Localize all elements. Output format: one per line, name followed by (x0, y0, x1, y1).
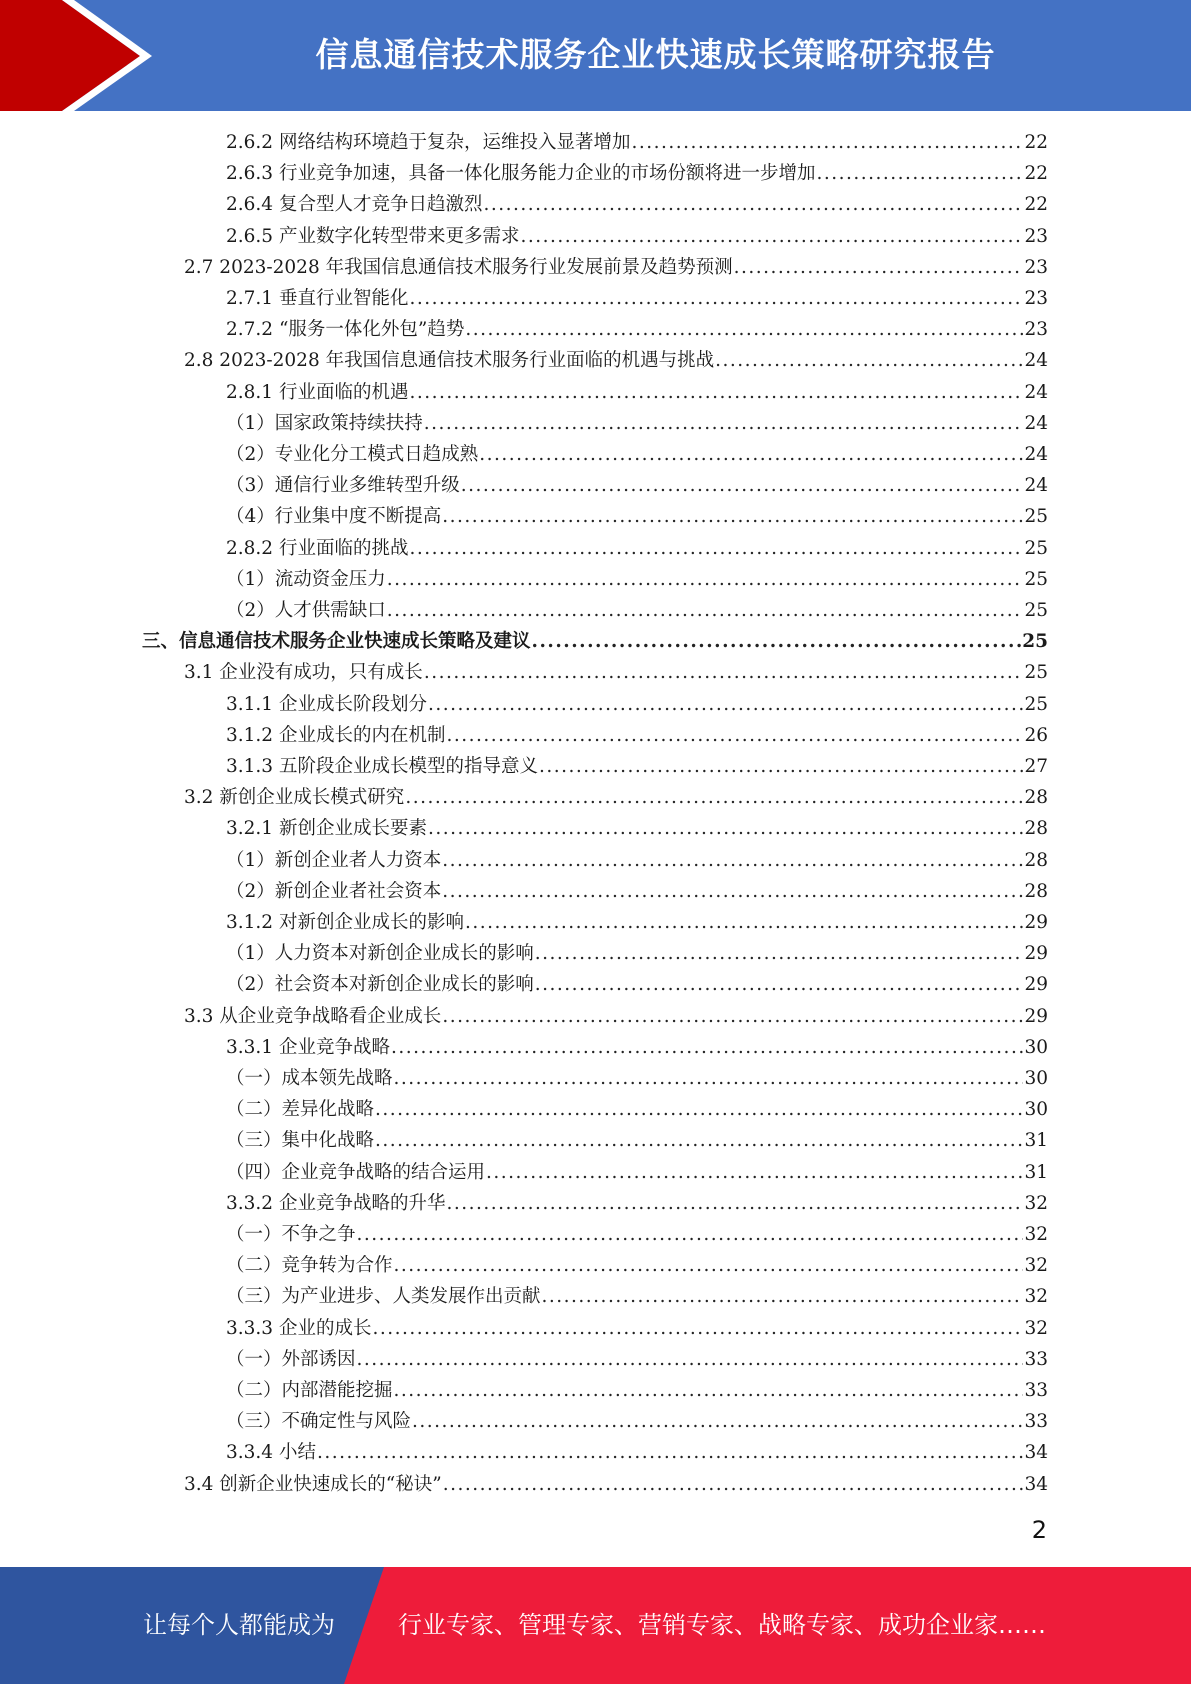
toc-entry[interactable] (226, 1219, 1048, 1250)
toc-dot-leader (442, 501, 1023, 532)
toc-entry-title: （一）不争之争 (226, 1224, 356, 1245)
toc-entry-title: 2.6.4 复合型人才竞争日趋激烈 (226, 194, 483, 216)
toc-entry-page: 34 (1024, 1442, 1048, 1464)
toc-entry-title: 3.3.2 企业竞争战略的升华 (226, 1192, 446, 1214)
toc-entry[interactable] (226, 1094, 1048, 1125)
toc-entry-page: 28 (1024, 818, 1048, 840)
toc-dot-leader (387, 564, 1024, 595)
toc-dot-leader (405, 782, 1023, 813)
toc-entry-page: 29 (1024, 974, 1048, 996)
toc-entry[interactable] (226, 158, 1048, 189)
toc-entry-title: （一）成本领先战略 (226, 1068, 393, 1089)
toc-entry[interactable] (226, 1032, 1048, 1063)
toc-dot-leader (391, 1032, 1023, 1063)
toc-entry[interactable] (184, 1469, 1048, 1500)
toc-entry-page: 25 (1022, 631, 1048, 653)
toc-entry-title: （4）行业集中度不断提高 (226, 506, 442, 528)
toc-entry[interactable] (226, 876, 1048, 907)
toc-entry-page: 25 (1024, 568, 1048, 590)
toc-dot-leader (715, 345, 1023, 376)
toc-entry-page: 34 (1024, 1473, 1048, 1495)
toc-entry-page: 26 (1024, 724, 1048, 746)
toc-entry-title: 2.7.1 垂直行业智能化 (226, 288, 409, 309)
toc-dot-leader (375, 1125, 1023, 1156)
toc-entry[interactable] (226, 283, 1048, 314)
toc-entry-title: 3.1.3 五阶段企业成长模型的指导意义 (226, 756, 538, 777)
toc-entry-page: 31 (1024, 1130, 1048, 1152)
toc-entry-page: 29 (1024, 943, 1048, 965)
toc-dot-leader (465, 314, 1023, 345)
toc-entry-page: 22 (1024, 194, 1048, 216)
toc-dot-leader (816, 158, 1023, 189)
toc-entry-title: 3.4 创新企业快速成长的“秘诀” (184, 1473, 442, 1495)
toc-entry[interactable] (226, 689, 1048, 720)
toc-entry-page: 23 (1024, 256, 1048, 278)
toc-entry-page: 28 (1024, 787, 1048, 809)
toc-entry[interactable] (226, 1188, 1048, 1219)
toc-entry-page: 23 (1024, 288, 1048, 309)
toc-entry[interactable] (226, 1313, 1048, 1344)
toc-dot-leader (483, 189, 1023, 220)
toc-entry-page: 27 (1024, 756, 1048, 777)
toc-entry-page: 30 (1024, 1068, 1048, 1089)
toc-entry[interactable] (226, 845, 1048, 876)
toc-entry-title: （二）内部潜能挖掘 (226, 1380, 393, 1401)
toc-entry[interactable] (226, 314, 1048, 345)
toc-dot-leader (479, 439, 1023, 470)
toc-entry-page: 32 (1024, 1224, 1048, 1245)
toc-entry-page: 24 (1024, 381, 1048, 403)
toc-entry[interactable] (226, 501, 1048, 532)
toc-entry-title: （3）通信行业多维转型升级 (226, 475, 460, 497)
toc-entry-page: 28 (1024, 880, 1048, 902)
toc-entry[interactable] (184, 1001, 1048, 1032)
toc-dot-leader (539, 751, 1023, 782)
toc-entry-page: 24 (1024, 350, 1048, 372)
toc-entry-title: （1）新创企业者人力资本 (226, 849, 442, 871)
toc-entry-title: 三、信息通信技术服务企业快速成长策略及建议 (142, 631, 531, 653)
toc-entry-title: （2）专业化分工模式日趋成熟 (226, 444, 479, 465)
toc-entry[interactable] (226, 969, 1048, 1000)
toc-entry-page: 25 (1024, 537, 1048, 559)
toc-entry[interactable] (226, 470, 1048, 501)
toc-dot-leader (535, 969, 1024, 1000)
toc-entry-title: （1）流动资金压力 (226, 568, 386, 590)
toc-entry[interactable] (226, 938, 1048, 969)
toc-entry[interactable] (226, 1406, 1048, 1437)
toc-dot-leader (486, 1157, 1023, 1188)
toc-entry[interactable] (226, 189, 1048, 220)
toc-entry-title: 3.3 从企业竞争战略看企业成长 (184, 1005, 442, 1027)
toc-entry-title: （2）人才供需缺口 (226, 600, 386, 621)
toc-dot-leader (375, 1094, 1023, 1125)
toc-entry[interactable] (226, 564, 1048, 595)
toc-entry[interactable] (226, 720, 1048, 751)
toc-entry-title: 2.8.1 行业面临的机遇 (226, 381, 409, 403)
footer-slogan-roles: 行业专家、管理专家、营销专家、战略专家、成功企业家…… (398, 1611, 1046, 1639)
toc-entry-page: 25 (1024, 693, 1048, 715)
toc-entry-title: 3.1 企业没有成功，只有成长 (184, 662, 423, 684)
toc-entry-title: 3.3.3 企业的成长 (226, 1317, 372, 1339)
toc-entry-page: 24 (1024, 412, 1048, 434)
toc-entry-title: 3.2 新创企业成长模式研究 (184, 787, 405, 809)
toc-entry[interactable] (184, 657, 1048, 688)
toc-entry[interactable] (226, 1125, 1048, 1156)
toc-entry-page: 33 (1024, 1411, 1048, 1433)
toc-dot-leader (317, 1437, 1024, 1468)
toc-dot-leader (387, 595, 1024, 626)
toc-entry-title: 3.2.1 新创企业成长要素 (226, 818, 427, 840)
toc-entry[interactable] (226, 533, 1048, 564)
toc-dot-leader (542, 1281, 1024, 1312)
toc-dot-leader (465, 907, 1023, 938)
toc-entry-title: 2.8 2023-2028 年我国信息通信技术服务行业面临的机遇与挑战 (184, 350, 715, 372)
toc-entry-page: 31 (1024, 1161, 1048, 1183)
toc-entry[interactable] (226, 408, 1048, 439)
toc-entry-title: 2.7.2 “服务一体化外包”趋势 (226, 319, 465, 341)
toc-dot-leader (424, 657, 1024, 688)
page-number: 2 (1031, 1516, 1047, 1544)
toc-entry-page: 29 (1024, 1005, 1048, 1027)
page-footer (0, 1567, 1191, 1684)
toc-entry-page: 24 (1024, 444, 1048, 465)
toc-entry-page: 22 (1024, 163, 1048, 185)
toc-entry-page: 25 (1024, 600, 1048, 621)
toc-entry-title: （四）企业竞争战略的结合运用 (226, 1161, 486, 1183)
toc-entry[interactable] (226, 1157, 1048, 1188)
toc-entry-title: （三）为产业进步、人类发展作出贡献 (226, 1286, 541, 1308)
toc-dot-leader (446, 720, 1023, 751)
toc-dot-leader (446, 1188, 1023, 1219)
toc-entry-title: （1）国家政策持续扶持 (226, 412, 423, 434)
toc-entry-title: 3.3.1 企业竞争战略 (226, 1036, 390, 1058)
toc-entry-page: 23 (1024, 225, 1048, 247)
toc-entry-page: 23 (1024, 319, 1048, 341)
toc-dot-leader (428, 813, 1023, 844)
toc-entry[interactable] (226, 1281, 1048, 1312)
toc-dot-leader (409, 377, 1023, 408)
toc-dot-leader (734, 252, 1024, 283)
toc-entry[interactable] (226, 127, 1048, 158)
toc-entry-title: （二）竞争转为合作 (226, 1255, 393, 1277)
toc-entry-page: 32 (1024, 1192, 1048, 1214)
toc-dot-leader (412, 1406, 1023, 1437)
toc-entry[interactable] (226, 907, 1048, 938)
footer-slogan-lead: 让每个人都能成为 (143, 1611, 335, 1639)
toc-dot-leader (394, 1063, 1024, 1094)
toc-dot-leader (424, 408, 1024, 439)
toc-dot-leader (461, 470, 1024, 501)
toc-entry[interactable] (226, 751, 1048, 782)
toc-dot-leader (394, 1250, 1024, 1281)
toc-entry[interactable] (226, 1437, 1048, 1468)
toc-entry-page: 24 (1024, 475, 1048, 497)
toc-entry-page: 29 (1024, 912, 1048, 933)
toc-dot-leader (532, 626, 1022, 657)
toc-dot-leader (357, 1219, 1024, 1250)
toc-entry[interactable] (184, 345, 1048, 376)
toc-entry-page: 32 (1024, 1317, 1048, 1339)
toc-entry[interactable] (226, 813, 1048, 844)
toc-dot-leader (372, 1313, 1023, 1344)
toc-entry-page: 30 (1024, 1036, 1048, 1058)
toc-dot-leader (409, 533, 1023, 564)
toc-entry-page: 28 (1024, 849, 1048, 871)
toc-dot-leader (428, 689, 1023, 720)
toc-entry-title: （二）差异化战略 (226, 1099, 375, 1121)
toc-entry[interactable] (226, 377, 1048, 408)
toc-entry-title: 3.1.1 企业成长阶段划分 (226, 693, 427, 715)
toc-entry-title: 3.3.4 小结 (226, 1442, 316, 1464)
toc-entry-title: 2.6.2 网络结构环境趋于复杂，运维投入显著增加 (226, 132, 631, 153)
toc-entry-title: （一）外部诱因 (226, 1348, 356, 1370)
toc-dot-leader (442, 845, 1023, 876)
toc-entry-title: 2.6.3 行业竞争加速，具备一体化服务能力企业的市场份额将进一步增加 (226, 163, 816, 185)
toc-entry-page: 32 (1024, 1286, 1048, 1308)
toc-entry-page: 32 (1024, 1255, 1048, 1277)
toc-entry[interactable] (226, 1250, 1048, 1281)
toc-dot-leader (394, 1375, 1024, 1406)
toc-dot-leader (631, 127, 1023, 158)
toc-entry[interactable] (142, 626, 1048, 657)
toc-entry-title: （2）新创企业者社会资本 (226, 880, 442, 902)
toc-entry-page: 30 (1024, 1099, 1048, 1121)
toc-entry-title: 2.7 2023-2028 年我国信息通信技术服务行业发展前景及趋势预测 (184, 256, 733, 278)
toc-entry[interactable] (184, 782, 1048, 813)
page-header (0, 0, 1191, 111)
toc-entry-page: 25 (1024, 662, 1048, 684)
toc-entry[interactable] (184, 252, 1048, 283)
document-title: 信息通信技术服务企业快速成长策略研究报告 (315, 35, 996, 74)
toc-entry[interactable] (226, 1344, 1048, 1375)
toc-entry-title: （2）社会资本对新创企业成长的影响 (226, 974, 534, 996)
toc-entry-title: （三）不确定性与风险 (226, 1411, 412, 1433)
toc-entry-page: 33 (1024, 1348, 1048, 1370)
toc-entry-title: （三）集中化战略 (226, 1130, 375, 1152)
toc-entry-page: 33 (1024, 1380, 1048, 1401)
toc-entry-page: 22 (1024, 132, 1048, 153)
toc-dot-leader (409, 283, 1023, 314)
toc-entry-title: （1）人力资本对新创企业成长的影响 (226, 943, 534, 965)
toc-entry-title: 2.8.2 行业面临的挑战 (226, 537, 409, 559)
toc-entry[interactable] (226, 1063, 1048, 1094)
toc-entry[interactable] (226, 1375, 1048, 1406)
toc-dot-leader (535, 938, 1024, 969)
toc-entry[interactable] (226, 595, 1048, 626)
toc-entry-title: 2.6.5 产业数字化转型带来更多需求 (226, 225, 520, 247)
toc-entry[interactable] (226, 221, 1048, 252)
toc-dot-leader (357, 1344, 1024, 1375)
toc-entry-page: 25 (1024, 506, 1048, 528)
toc-dot-leader (442, 876, 1023, 907)
toc-dot-leader (520, 221, 1023, 252)
toc-dot-leader (443, 1469, 1024, 1500)
toc-entry[interactable] (226, 439, 1048, 470)
toc-dot-leader (442, 1001, 1023, 1032)
toc-entry-title: 3.1.2 企业成长的内在机制 (226, 724, 446, 746)
toc-entry-title: 3.1.2 对新创企业成长的影响 (226, 912, 464, 933)
